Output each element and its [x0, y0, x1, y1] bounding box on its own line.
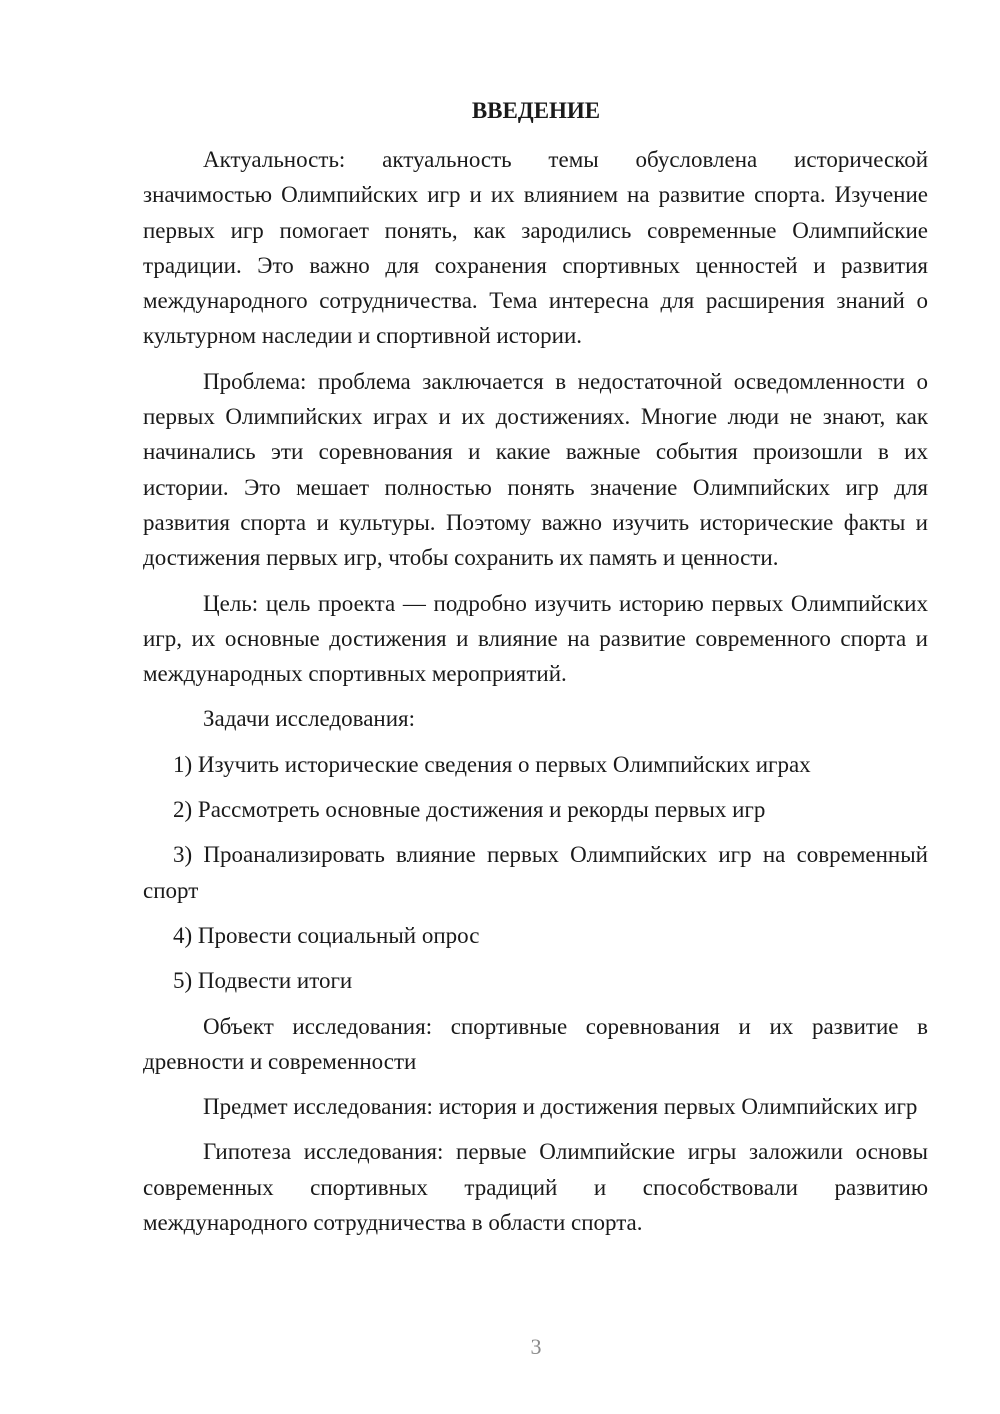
- task-item-2: 2) Рассмотреть основные достижения и рекорды первых игр: [173, 797, 766, 823]
- subject-paragraph: Предмет исследования: история и достижения первых Олимпийских игр: [203, 1094, 918, 1120]
- task-item-4: 4) Провести социальный опрос: [173, 922, 480, 948]
- object-paragraph: Объект исследования: спортивные соревнования и их развитие в древности и современности: [143, 1013, 928, 1074]
- relevance-paragraph: Актуальность: актуальность темы обусловлена исторической значимостью Олимпийских игр и их влиянием на развитие спорта. Изучение первых игр помогает понять, как зародились современные Олимпийские традиции. Это важно для сохранения спортивных ценностей и развития международного сотрудничества. Тема интересна для расширения знаний о культурном наследии и спортивной истории.: [143, 147, 928, 349]
- page-number: 3: [530, 1334, 542, 1359]
- task-item-5: 5) Подвести итоги: [173, 968, 353, 994]
- problem-paragraph: Проблема: проблема заключается в недостаточной осведомленности о первых Олимпийских играх и их достижениях. Многие люди не знают, как начинались эти соревнования и какие важные события произошли в их истории. Это мешает полностью понять значение Олимпийских игр для развития спорта и культуры. Поэтому важно изучить исторические факты и достижения первых игр, чтобы сохранить их память и ценности.: [143, 368, 928, 571]
- hypothesis-paragraph: Гипотеза исследования: первые Олимпийские игры заложили основы современных спортивных традиций и способствовали развитию международного сотрудничества в области спорта.: [143, 1139, 928, 1236]
- tasks-heading: Задачи исследования:: [203, 706, 416, 732]
- goal-paragraph: Цель: цель проекта — подробно изучить историю первых Олимпийских игр, их основные достижения и влияние на развитие современного спорта и международных спортивных мероприятий.: [143, 590, 928, 687]
- body-text: [143, 142, 928, 1250]
- task-item-1: 1) Изучить исторические сведения о первых Олимпийских играх: [173, 751, 811, 777]
- page-title: ВВЕДЕНИЕ: [471, 98, 601, 123]
- task-item-3: 3) Проанализировать влияние первых Олимпийских игр на современный спорт: [143, 842, 928, 903]
